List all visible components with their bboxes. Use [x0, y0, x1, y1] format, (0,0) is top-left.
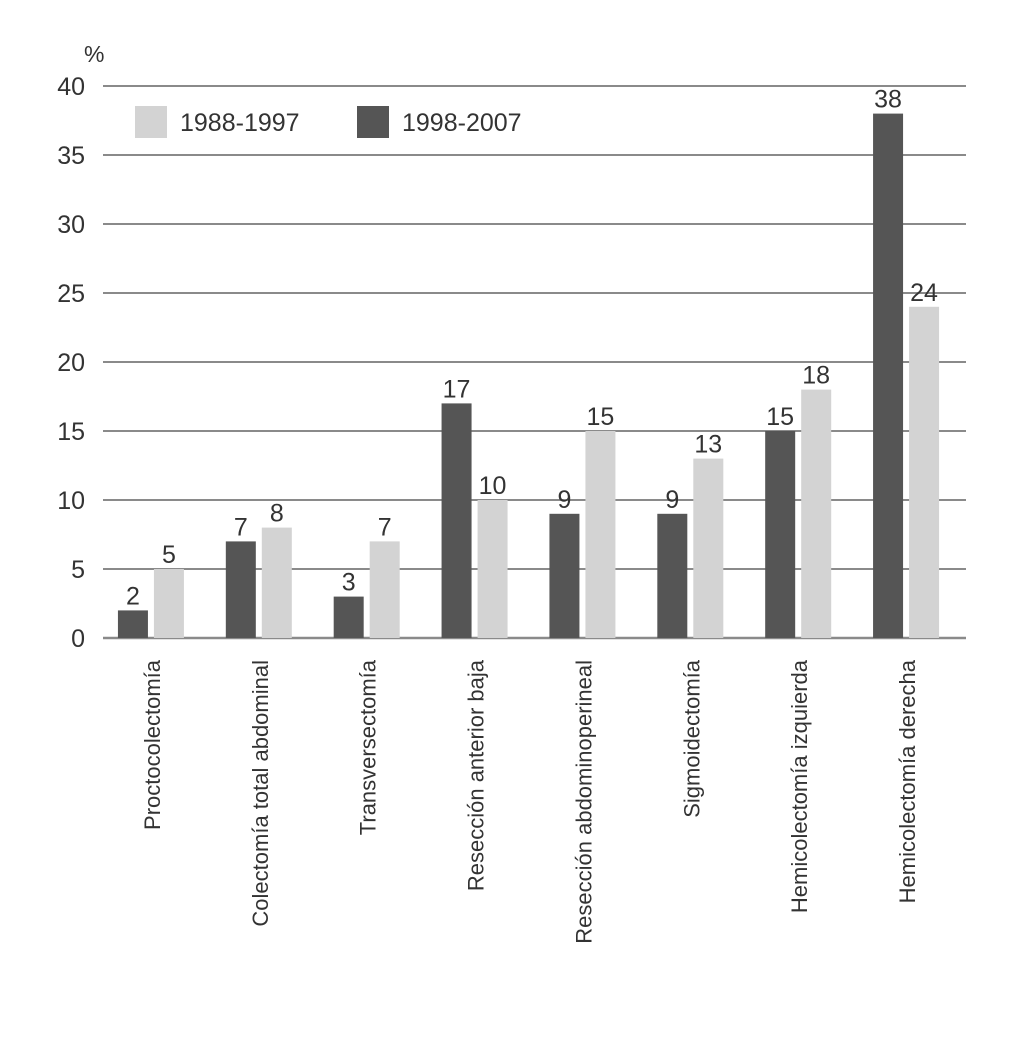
bar-1988-1997-7 [801, 390, 831, 638]
legend-swatch [135, 106, 167, 138]
x-axis-categories [140, 659, 920, 943]
y-tick-label: 40 [57, 73, 85, 101]
bar-1998-2007-1 [118, 610, 148, 638]
category-label: Sigmoidectomía [679, 660, 705, 818]
legend [135, 106, 522, 138]
bar-value-label: 24 [910, 278, 938, 307]
category-label: Resección abdominoperineal [571, 660, 597, 944]
legend-swatch [357, 106, 389, 138]
y-tick-label: 25 [57, 280, 85, 308]
bar-1998-2007-7 [765, 431, 795, 638]
y-tick-label: 15 [57, 418, 85, 446]
y-tick-label: 10 [57, 487, 85, 515]
category-label: Hemicolectomía izquierda [787, 660, 813, 914]
legend-label: 1988-1997 [180, 109, 300, 137]
bar-value-label: 9 [557, 485, 572, 514]
bar-1988-1997-5 [585, 431, 615, 638]
bar-value-label: 38 [874, 85, 902, 114]
category-label: Colectomía total abdominal [247, 660, 273, 927]
y-tick-label: 35 [57, 142, 85, 170]
bar-1998-2007-8 [873, 114, 903, 638]
bar-1998-2007-2 [226, 541, 256, 638]
bar-1998-2007-3 [334, 597, 364, 638]
bar-1988-1997-8 [909, 307, 939, 638]
bar-value-label: 9 [665, 485, 680, 514]
bar-value-label: 18 [802, 361, 831, 390]
bar-1998-2007-6 [657, 514, 687, 638]
bar-value-label: 2 [125, 582, 140, 611]
bar-1988-1997-3 [370, 541, 400, 638]
bar-value-label: 7 [233, 513, 248, 542]
bar-value-label: 3 [341, 568, 356, 597]
bar-1988-1997-6 [693, 459, 723, 638]
bar-value-label: 15 [586, 403, 615, 431]
bar-value-label: 15 [766, 403, 795, 431]
bar-1988-1997-2 [262, 528, 292, 638]
bar-value-label: 5 [161, 541, 176, 569]
category-label: Resección anterior baja [463, 660, 489, 892]
bar-value-label: 8 [269, 499, 284, 528]
bar-1998-2007-4 [442, 403, 472, 638]
y-tick-label: 0 [71, 625, 85, 653]
y-tick-label: 5 [71, 556, 85, 584]
y-axis-ticks [57, 73, 85, 653]
bar-value-label: 10 [478, 472, 507, 500]
category-label: Proctocolectomía [139, 660, 165, 830]
legend-label: 1998-2007 [402, 109, 522, 137]
bar-value-label: 7 [377, 513, 392, 542]
bar-1988-1997-1 [154, 569, 184, 638]
category-label: Transversectomía [355, 660, 381, 836]
bar-1998-2007-5 [549, 514, 579, 638]
category-label: Hemicolectomía derecha [895, 660, 921, 904]
bar-value-label: 13 [694, 430, 723, 459]
y-tick-label: 30 [57, 211, 85, 239]
bar-1988-1997-4 [478, 500, 508, 638]
bar-value-label: 17 [442, 375, 471, 404]
y-axis-unit-label: % [84, 41, 105, 67]
y-tick-label: 20 [57, 349, 85, 377]
